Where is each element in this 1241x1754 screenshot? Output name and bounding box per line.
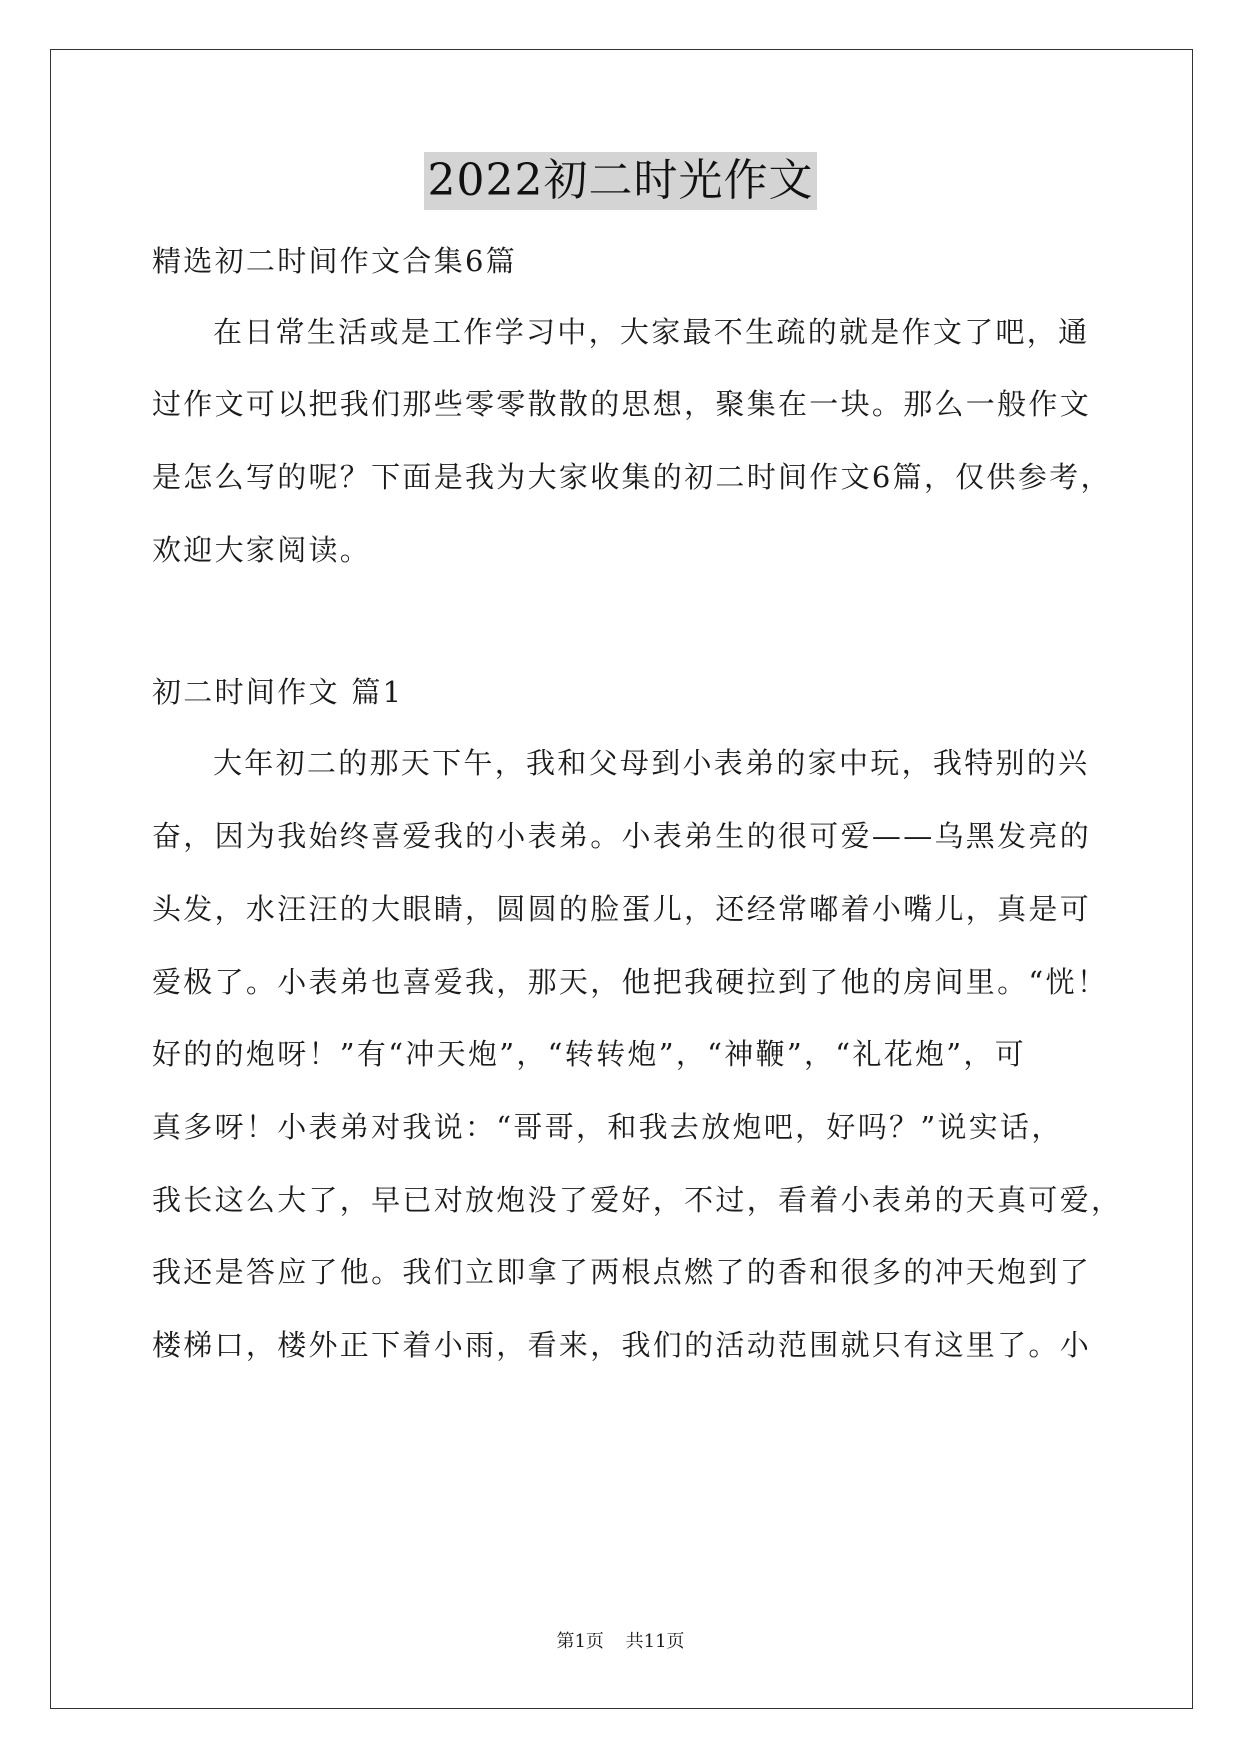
body-line-7: 我长这么大了，早已对放炮没了爱好，不过，看着小表弟的天真可爱，	[152, 1183, 1123, 1217]
body-line-1: 大年初二的那天下午，我和父母到小表弟的家中玩，我特别的兴	[213, 746, 1090, 780]
body-line-8: 我还是答应了他。我们立即拿了两根点燃了的香和很多的冲天炮到了	[152, 1255, 1092, 1289]
section-heading: 初二时间作文 篇1	[152, 675, 404, 709]
body-line-6: 真多呀！小表弟对我说：“哥哥，和我去放炮吧，好吗？”说实话，	[152, 1110, 1063, 1144]
page-footer	[0, 1630, 1241, 1654]
document-subtitle: 精选初二时间作文合集6篇	[152, 244, 518, 278]
intro-line-2: 过作文可以把我们那些零零散散的思想，聚集在一块。那么一般作文	[152, 387, 1092, 421]
page-number-total: 共11页	[625, 1631, 685, 1652]
body-line-4: 爱极了。小表弟也喜爱我，那天，他把我硬拉到了他的房间里。“恍！	[152, 965, 1109, 999]
body-line-9: 楼梯口，楼外正下着小雨，看来，我们的活动范围就只有这里了。小	[152, 1328, 1092, 1362]
page-number-current: 第1页	[556, 1631, 604, 1652]
intro-line-3: 是怎么写的呢？下面是我为大家收集的初二时间作文6篇，仅供参考，	[152, 460, 1112, 494]
page-border	[50, 49, 1193, 1709]
intro-line-1: 在日常生活或是工作学习中，大家最不生疏的就是作文了吧，通	[213, 315, 1090, 349]
intro-line-4: 欢迎大家阅读。	[152, 533, 372, 567]
body-line-5: 好的的炮呀！”有“冲天炮”，“转转炮”，“神鞭”，“礼花炮”，可	[152, 1037, 1027, 1071]
document-title: 2022初二时光作文	[424, 152, 818, 210]
title-container	[0, 152, 1241, 210]
body-line-2: 奋，因为我始终喜爱我的小表弟。小表弟生的很可爱——乌黑发亮的	[152, 819, 1092, 853]
body-line-3: 头发，水汪汪的大眼睛，圆圆的脸蛋儿，还经常嘟着小嘴儿，真是可	[152, 892, 1092, 926]
